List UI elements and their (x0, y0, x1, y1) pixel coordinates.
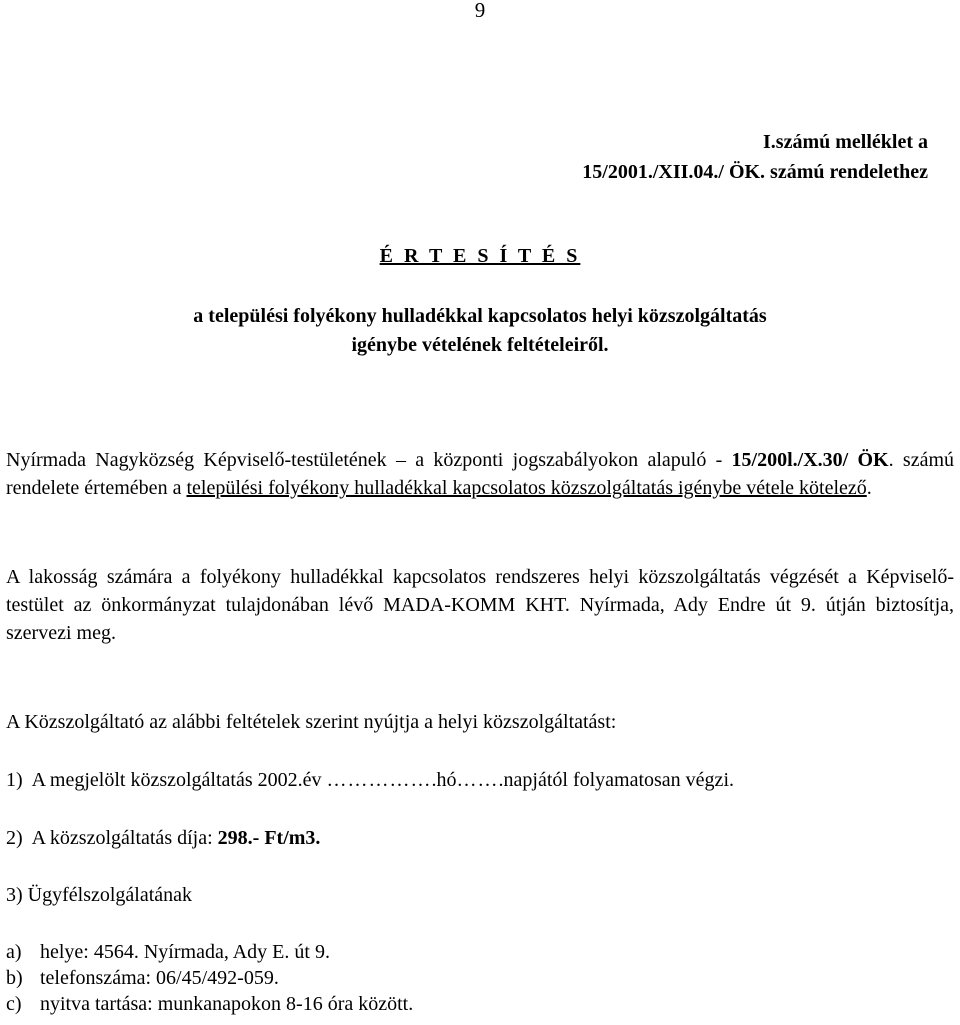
sub-list-marker: b) (6, 967, 23, 989)
page-number: 9 (474, 0, 486, 22)
fee-label: A közszolgáltatás díja: (31, 827, 218, 849)
document-title: É R T E S Í T É S (379, 245, 581, 267)
decree-reference: 15/200l./X.30/ ÖK (731, 449, 889, 471)
sub-list-text: telefonszáma: 06/45/492-059. (40, 967, 279, 989)
blank-day: …… (456, 769, 499, 791)
customer-service-details (6, 939, 413, 1017)
paragraph-obligation-part2: . számú rendelete értemében a (6, 449, 954, 499)
paragraph-obligation-part3: . (866, 477, 872, 499)
paragraph-obligation-underlined: települési folyékony hulladékkal kapcsolatos közszolgáltatás igénybe vétele kötelező (186, 477, 867, 499)
paragraph-conditions: A Közszolgáltató az alábbi feltételek szerint nyújtja a helyi közszolgáltatást: (6, 711, 617, 733)
document-subtitle (0, 302, 960, 360)
subtitle-line-1: a települési folyékony hulladékkal kapcsolatos helyi közszolgáltatás (193, 305, 767, 327)
fee-value: 298.- Ft/m3. (217, 827, 321, 849)
sub-list-text: helye: 4564. Nyírmada, Ady E. út 9. (40, 941, 330, 963)
list-item (6, 939, 413, 965)
list-marker: 3) (6, 884, 23, 906)
sub-list-marker: c) (6, 993, 22, 1015)
list-item (6, 991, 413, 1017)
day-label: .napjától folyamatosan végzi. (498, 769, 734, 791)
list-item-fee (6, 825, 320, 852)
sub-list-marker: a) (6, 941, 22, 963)
paragraph-obligation-part1: Nyírmada Nagyközség Képviselő-testületének – a központi jogszabályokon alapuló - (6, 449, 732, 471)
annex-line-1: I.számú melléklet a (763, 131, 928, 153)
list-item-start-date (6, 767, 734, 794)
paragraph-obligation (6, 446, 954, 502)
subtitle-line-2: igénybe vételének feltételeiről. (351, 334, 609, 356)
paragraph-provider: A lakosság számára a folyékony hulladékkal kapcsolatos rendszeres helyi közszolgáltatás végzését a Képviselő-testület az önkormányzat tulajdonában lévő MADA-KOMM KHT. Nyírmada, Ady Endre út 9. útján biztosítja, szervezi meg. (6, 566, 954, 644)
start-date-text: A megjelölt közszolgáltatás 2002.év (31, 769, 322, 791)
list-marker: 1) (6, 769, 23, 791)
list-item-customer-service (6, 882, 192, 909)
annex-header (582, 127, 928, 187)
customer-service-label: Ügyfélszolgálatának (27, 884, 193, 906)
annex-line-2: 15/2001./XII.04./ ÖK. számú rendelethez (582, 161, 928, 183)
month-label: .hó (431, 769, 457, 791)
list-item (6, 965, 413, 991)
list-marker: 2) (6, 827, 23, 849)
blank-month: …………… (326, 769, 432, 791)
sub-list-text: nyitva tartása: munkanapokon 8-16 óra között. (40, 993, 414, 1015)
